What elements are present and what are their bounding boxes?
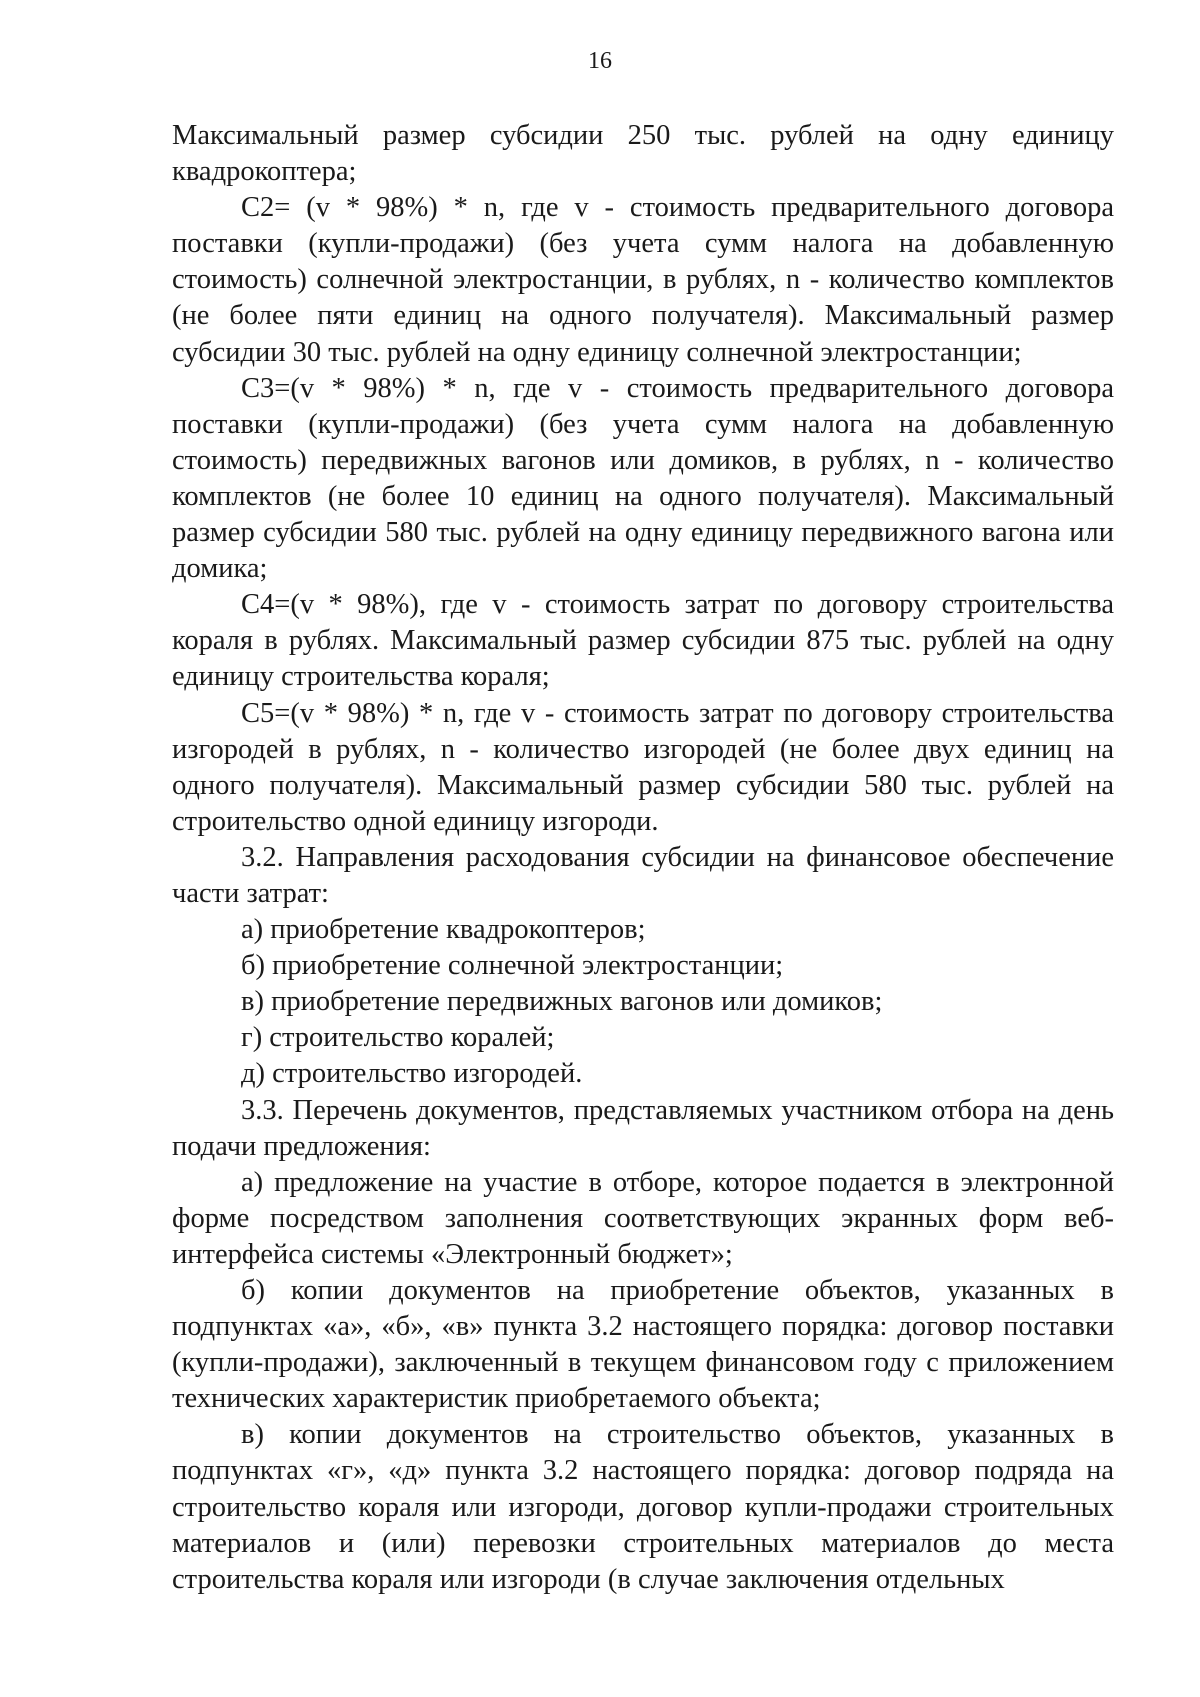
paragraph-section-3-2: 3.2. Направления расходования субсидии на финансовое обеспечение части затрат: — [172, 841, 1114, 909]
paragraph-section-3-3: 3.3. Перечень документов, представляемых участником отбора на день подачи предложения: — [172, 1094, 1114, 1162]
list-item-v: в) приобретение передвижных вагонов или домиков; — [241, 986, 883, 1018]
paragraph-doc-v: в) копии документов на строительство объектов, указанных в подпунктах «г», «д» пункта 3.2 настоящего порядка: договор подряда на строительство кораля или изгороди, договор купли-продажи строительных материалов и (или) перевозки строительных материалов до места строительства кораля или изгороди (в случае заключения отдельных — [172, 1419, 1114, 1595]
paragraph-formula-c3: С3=(v * 98%) * n, где v - стоимость предварительного договора поставки (купли-продажи) (без учета сумм налога на добавленную стоимость) передвижных вагонов или домиков, в рублях, n - количество комплектов (не более 10 единиц на одного получателя). Максимальный размер субсидии 580 тыс. рублей на одну единицу передвижного вагона или домика; — [172, 372, 1114, 585]
paragraph-doc-b: б) копии документов на приобретение объектов, указанных в подпунктах «а», «б», «в» пункта 3.2 настоящего порядка: договор поставки (купли-продажи), заключенный в текущем финансовом году с приложением технических характеристик приобретаемого объекта; — [172, 1275, 1114, 1415]
paragraph-max-subsidy-quadcopter: Максимальный размер субсидии 250 тыс. рублей на одну единицу квадрокоптера; — [172, 120, 1114, 188]
list-item-d: д) строительство изгородей. — [241, 1058, 583, 1090]
paragraph-doc-a: а) предложение на участие в отборе, которое подается в электронной форме посредством заполнения соответствующих экранных форм веб-интерфейса системы «Электронный бюджет»; — [172, 1166, 1114, 1270]
list-item-b: б) приобретение солнечной электростанции; — [241, 950, 784, 982]
list-item-g: г) строительство коралей; — [241, 1022, 555, 1054]
paragraph-formula-c2: С2= (v * 98%) * n, где v - стоимость предварительного договора поставки (купли-продажи) (без учета сумм налога на добавленную стоимость) солнечной электростанции, в рублях, n - количество комплектов (не более пяти единиц на одного получателя). Максимальный размер субсидии 30 тыс. рублей на одну единицу солнечной электростанции; — [172, 192, 1114, 368]
page-number: 16 — [588, 48, 612, 74]
document-body — [172, 118, 1114, 1598]
paragraph-formula-c4: С4=(v * 98%), где v - стоимость затрат по договору строительства кораля в рублях. Максимальный размер субсидии 875 тыс. рублей на одну единицу строительства кораля; — [172, 589, 1114, 693]
paragraph-formula-c5: С5=(v * 98%) * n, где v - стоимость затрат по договору строительства изгородей в рублях, n - количество изгородей (не более двух единиц на одного получателя). Максимальный размер субсидии 580 тыс. рублей на строительство одной единицу изгороди. — [172, 697, 1114, 837]
list-item-a: а) приобретение квадрокоптеров; — [241, 914, 646, 946]
